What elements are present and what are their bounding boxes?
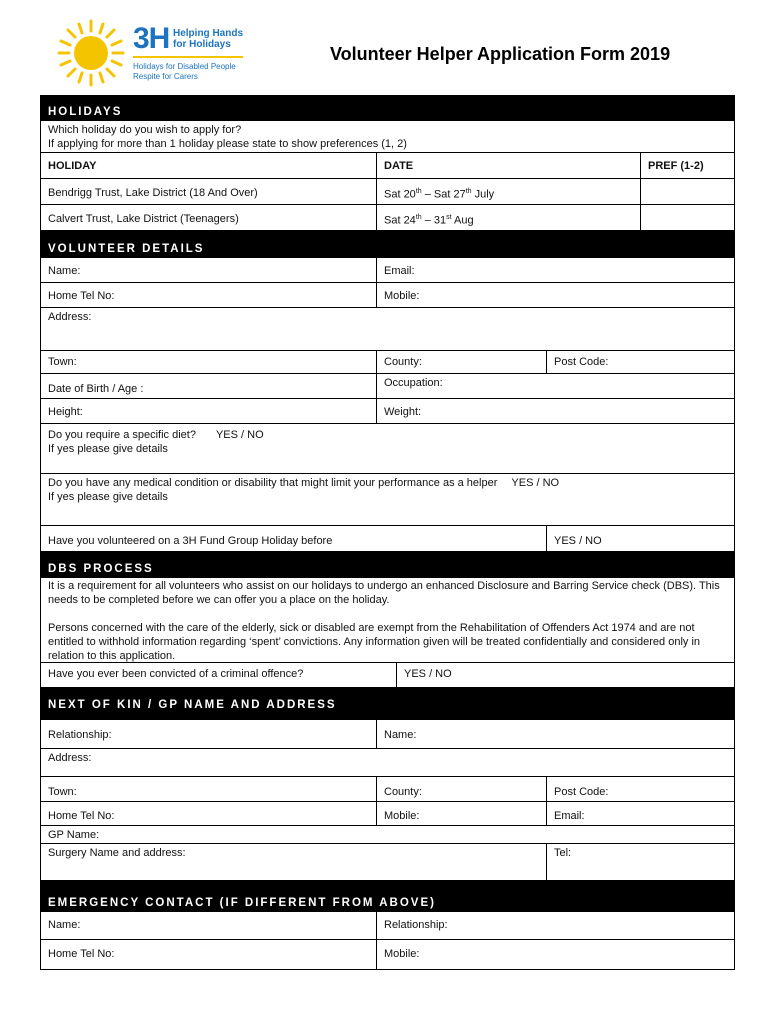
section-header-volunteer-details: VOLUNTEER DETAILS — [40, 231, 735, 258]
volunteer-row-diet — [40, 424, 735, 474]
emergency-name-field[interactable]: Name: — [41, 912, 377, 939]
diet-question: Do you require a specific diet? — [48, 429, 196, 441]
kin-row-town — [40, 777, 735, 802]
town-field[interactable]: Town: — [41, 351, 377, 373]
column-header-holiday: HOLIDAY — [41, 153, 377, 178]
volunteer-row-phone — [40, 283, 735, 308]
address-field[interactable]: Address: — [48, 311, 92, 323]
medical-details-label: If yes please give details — [48, 491, 168, 503]
mobile-field[interactable]: Mobile: — [384, 290, 420, 302]
kin-relationship-field[interactable]: Relationship: — [41, 720, 377, 748]
volunteer-row-previous — [40, 526, 735, 552]
convicted-yes-no[interactable]: YES / NO — [404, 668, 452, 680]
kin-row-relationship — [40, 720, 735, 749]
diet-details-label: If yes please give details — [48, 443, 168, 455]
dbs-paragraph-1: It is a requirement for all volunteers who assist on our holidays to undergo an enhanced Disclosure and Barring Service check (DBS). This needs to be completed before we can offer you a place on the holiday. — [48, 580, 720, 606]
kin-email-field[interactable]: Email: — [554, 810, 585, 822]
kin-town-field[interactable]: Town: — [41, 777, 377, 801]
dbs-paragraph-2: Persons concerned with the care of the elderly, sick or disabled are exempt from the Rehabilitation of Offenders Act 1974 and are not entitled to withhold information regarding ‘spent’ convictions. Any information given will be treated confidentially and considered only in relation to this application. — [48, 622, 701, 662]
postcode-field[interactable]: Post Code: — [554, 356, 609, 368]
occupation-field[interactable]: Occupation: — [384, 377, 443, 389]
weight-field[interactable]: Weight: — [384, 406, 422, 418]
volunteer-row-height — [40, 399, 735, 424]
page-title: Volunteer Helper Application Form 2019 — [330, 44, 671, 64]
kin-address-field[interactable]: Address: — [48, 752, 92, 764]
section-header-next-of-kin: NEXT OF KIN / GP NAME AND ADDRESS — [40, 688, 735, 720]
surgery-field[interactable]: Surgery Name and address: — [41, 844, 547, 880]
volunteer-row-dob — [40, 374, 735, 399]
emergency-row-phone — [40, 940, 735, 970]
convicted-question: Have you ever been convicted of a criminal offence? — [41, 663, 397, 687]
volunteer-row-address — [40, 308, 735, 351]
kin-name-field[interactable]: Name: — [384, 729, 417, 741]
kin-row-surgery — [40, 844, 735, 881]
diet-yes-no[interactable]: YES / NO — [215, 429, 264, 441]
medical-question: Do you have any medical condition or disability that might limit your performance as a helper — [48, 477, 498, 489]
gp-name-field[interactable]: GP Name: — [48, 829, 100, 841]
kin-home-tel-field[interactable]: Home Tel No: — [41, 802, 377, 825]
medical-yes-no[interactable]: YES / NO — [511, 477, 560, 489]
county-field[interactable]: County: — [377, 351, 547, 373]
holiday-name: Calvert Trust, Lake District (Teenagers) — [41, 205, 377, 230]
emergency-mobile-field[interactable]: Mobile: — [384, 948, 420, 960]
dbs-row-convicted — [40, 663, 735, 688]
holiday-name: Bendrigg Trust, Lake District (18 And Over) — [41, 179, 377, 204]
kin-mobile-field[interactable]: Mobile: — [377, 802, 547, 825]
height-field[interactable]: Height: — [41, 399, 377, 423]
emergency-home-tel-field[interactable]: Home Tel No: — [41, 940, 377, 969]
dbs-text — [40, 578, 735, 663]
column-header-pref: PREF (1-2) — [648, 160, 704, 172]
volunteered-question: Have you volunteered on a 3H Fund Group Holiday before — [41, 526, 547, 551]
logo-subtitle-1: Holidays for Disabled People — [133, 62, 236, 71]
table-row — [40, 205, 735, 231]
logo-rule — [133, 56, 243, 58]
volunteer-row-name — [40, 258, 735, 283]
application-form — [40, 95, 735, 970]
volunteer-row-town — [40, 351, 735, 374]
section-header-emergency-contact: EMERGENCY CONTACT (IF DIFFERENT FROM ABOVE) — [40, 881, 735, 912]
column-header-date: DATE — [377, 153, 641, 178]
kin-row-phone — [40, 802, 735, 826]
holidays-intro — [40, 121, 735, 153]
section-header-dbs: DBS PROCESS — [40, 552, 735, 578]
name-field[interactable]: Name: — [41, 258, 377, 282]
email-field[interactable]: Email: — [384, 265, 415, 277]
emergency-relationship-field[interactable]: Relationship: — [384, 919, 448, 931]
emergency-row-name — [40, 912, 735, 940]
diet-field[interactable] — [41, 424, 734, 473]
holiday-pref-input[interactable] — [641, 205, 734, 230]
holiday-date: Sat 24th – 31st Aug — [377, 205, 641, 230]
volunteered-yes-no[interactable]: YES / NO — [554, 535, 602, 547]
surgery-tel-field[interactable]: Tel: — [554, 847, 572, 859]
medical-field[interactable] — [41, 474, 734, 525]
holidays-intro-line-2: If applying for more than 1 holiday please state to show preferences (1, 2) — [48, 138, 407, 150]
holiday-pref-input[interactable] — [641, 179, 734, 204]
kin-row-address — [40, 749, 735, 777]
logo-line-1: Helping Hands — [173, 28, 244, 39]
holidays-intro-line-1: Which holiday do you wish to apply for? — [48, 124, 242, 136]
logo-line-2: for Holidays — [173, 39, 231, 50]
home-tel-field[interactable]: Home Tel No: — [41, 283, 377, 307]
volunteer-row-medical — [40, 474, 735, 526]
kin-county-field[interactable]: County: — [377, 777, 547, 801]
sun-icon — [55, 18, 127, 88]
section-header-holidays: HOLIDAYS — [40, 95, 735, 121]
table-row — [40, 179, 735, 205]
kin-postcode-field[interactable]: Post Code: — [554, 786, 609, 798]
logo-subtitle-2: Respite for Carers — [133, 72, 198, 81]
logo-mark: 3H — [133, 22, 170, 55]
page-header — [0, 0, 770, 95]
dob-field[interactable]: Date of Birth / Age : — [41, 374, 377, 398]
logo — [55, 18, 255, 88]
holidays-table-header — [40, 153, 735, 179]
kin-row-gp — [40, 826, 735, 844]
holiday-date: Sat 20th – Sat 27th July — [377, 179, 641, 204]
